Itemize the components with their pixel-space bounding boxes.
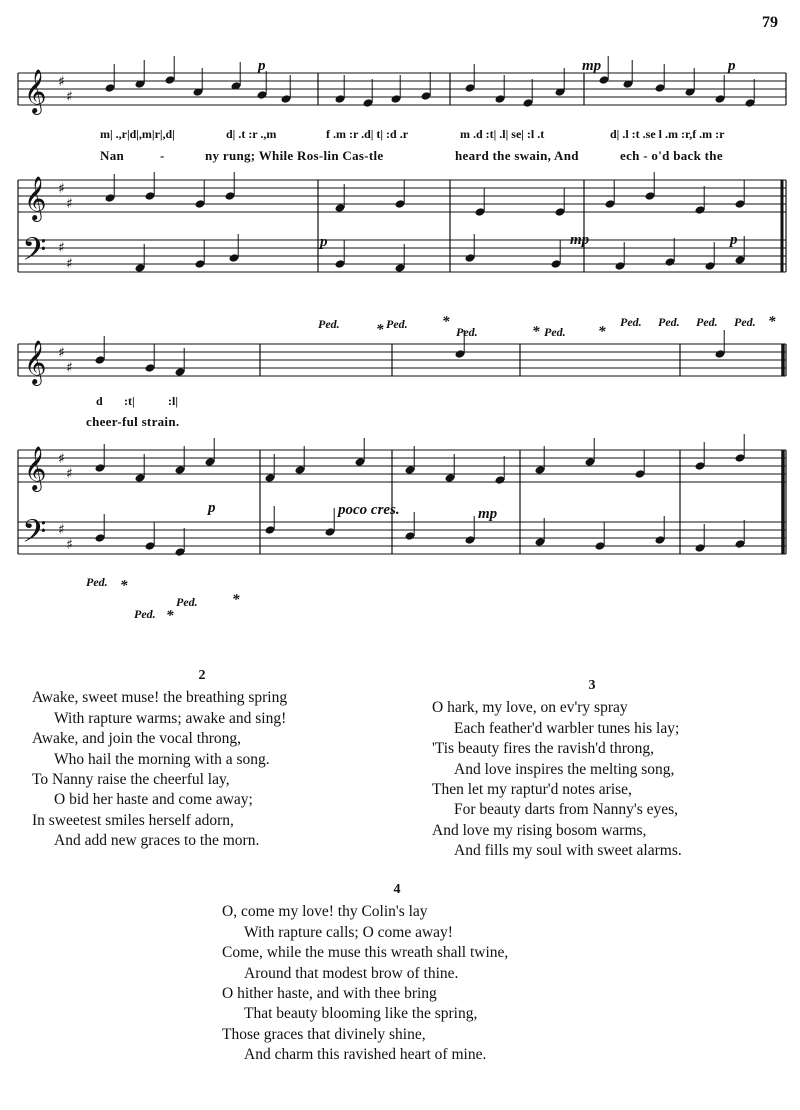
lyric-line2: cheer-ful strain. — [86, 414, 180, 429]
page-number: 79 — [762, 14, 778, 31]
verse-line: Each feather'd warbler tunes his lay; — [454, 719, 680, 737]
dynamic-mp: mp — [582, 58, 602, 74]
pedal-mark: Ped. — [696, 315, 718, 329]
solfa2-3: :l| — [168, 394, 178, 408]
solfa-measure-4: m .d :t| .l| se| :l .t — [460, 127, 545, 141]
pedal-release: * — [768, 314, 776, 330]
clef-icon: 𝄢 — [22, 513, 47, 557]
verse-line: Those graces that divinely shine, — [222, 1025, 426, 1043]
lyric-3: ny rung; While Ros-lin Cas-tle — [205, 148, 384, 163]
clefs — [22, 69, 73, 557]
solfa-measure-2: d| .t :r .,m — [226, 127, 277, 141]
pedal-mark: Ped. — [544, 325, 566, 339]
pedal-mark: Ped. — [734, 315, 756, 329]
verse-line: In sweetest smiles herself adorn, — [32, 811, 234, 829]
sharp-icon: ♯ — [58, 345, 65, 361]
verse-line: For beauty darts from Nanny's eyes, — [454, 801, 679, 819]
verse-line: O hark, my love, on ev'ry spray — [432, 699, 628, 717]
pedal-mark: Ped. — [456, 325, 478, 339]
sharp-icon: ♯ — [66, 360, 73, 376]
verse-line: And love inspires the melting song, — [454, 760, 675, 778]
sharp-icon: ♯ — [66, 196, 73, 212]
solfa2-2: :t| — [124, 394, 135, 408]
pedal-mark: Ped. — [658, 315, 680, 329]
dynamic-mp-2: mp — [570, 232, 590, 248]
verse-3 — [432, 676, 792, 862]
sharp-icon: ♯ — [58, 240, 65, 256]
verse-number: 4 — [393, 882, 401, 897]
verse-line: O hither haste, and with thee bring — [222, 985, 437, 1003]
verse-line: With rapture warms; awake and sing! — [54, 709, 287, 727]
verse-4 — [222, 880, 642, 1066]
verse-line: Around that modest brow of thine. — [244, 964, 459, 982]
pedal-mark: Ped. — [176, 595, 198, 609]
verse-2 — [32, 666, 392, 852]
verse-line: And fills my soul with sweet alarms. — [454, 842, 682, 860]
clef-icon: 𝄞 — [24, 446, 47, 490]
staff-lines — [18, 73, 786, 554]
verse-line: And love my rising bosom warms, — [432, 821, 647, 839]
verse-line: O bid her haste and come away; — [54, 791, 253, 809]
verse-line: With rapture calls; O come away! — [244, 923, 453, 941]
verse-line: Come, while the muse this wreath shall twine, — [222, 944, 509, 962]
verse-line: O, come my love! thy Colin's lay — [222, 903, 428, 921]
verse-line: Then let my raptur'd notes arise, — [432, 781, 632, 799]
sharp-icon: ♯ — [58, 522, 65, 538]
pedal-release: * — [232, 592, 240, 608]
verse-line: And charm this ravished heart of mine. — [244, 1046, 487, 1064]
clef-icon: 𝄞 — [24, 340, 47, 384]
lyric-1: Nan — [100, 148, 125, 163]
pedal-mark: Ped. — [318, 317, 340, 331]
dynamic-mp-3: mp — [478, 506, 498, 522]
clef-icon: 𝄞 — [24, 69, 47, 113]
pedal-mark: Ped. — [620, 315, 642, 329]
dynamic-p: p — [258, 58, 266, 74]
lyric-5: ech - o'd back the — [620, 148, 723, 163]
clef-icon: 𝄢 — [22, 231, 47, 275]
sharp-icon: ♯ — [66, 89, 73, 105]
verse-line: And add new graces to the morn. — [54, 832, 260, 850]
verse-line: Who hail the morning with a song. — [54, 750, 270, 768]
pedal-release: * — [598, 324, 606, 340]
verse-number: 3 — [588, 678, 596, 693]
sharp-icon: ♯ — [66, 537, 73, 553]
sharp-icon: ♯ — [58, 451, 65, 467]
verse-line: That beauty blooming like the spring, — [244, 1005, 478, 1023]
sharp-icon: ♯ — [58, 181, 65, 197]
sharp-icon: ♯ — [66, 256, 73, 272]
expression-poco-cres: poco cres. — [338, 502, 400, 518]
lyric-2: - — [160, 148, 165, 163]
pedal-mark: Ped. — [386, 317, 408, 331]
sharp-icon: ♯ — [66, 466, 73, 482]
lyric-4: heard the swain, And — [455, 148, 579, 163]
pedal-release: * — [532, 324, 540, 340]
verse-number: 2 — [198, 668, 206, 683]
pedal-mark: Ped. — [86, 575, 108, 589]
pedal-release: * — [442, 314, 450, 330]
pedal-release: * — [376, 322, 384, 338]
pedal-release: * — [166, 608, 174, 624]
clef-icon: 𝄞 — [24, 176, 47, 220]
solfa-measure-1: m| .,r|d|,m|r|,d| — [100, 127, 175, 141]
dynamic-p-2: p — [728, 58, 736, 74]
pedal-mark: Ped. — [134, 607, 156, 621]
solfa-measure-3: f .m :r .d| t| :d .r — [326, 127, 409, 141]
verse-line: 'Tis beauty fires the ravish'd throng, — [432, 740, 654, 758]
sharp-icon: ♯ — [58, 74, 65, 90]
verse-line: Awake, sweet muse! the breathing spring — [32, 689, 288, 707]
dynamic-p-3: p — [320, 234, 328, 250]
verse-line: Awake, and join the vocal throng, — [32, 730, 242, 748]
solfa-measure-5: d| .l :t .se l .m :r,f .m :r — [610, 127, 725, 141]
dynamic-p-5: p — [208, 500, 216, 516]
pedal-release: * — [120, 578, 128, 594]
dynamic-p-4: p — [730, 232, 738, 248]
verse-line: To Nanny raise the cheerful lay, — [32, 771, 230, 789]
solfa2-1: d — [96, 394, 103, 408]
